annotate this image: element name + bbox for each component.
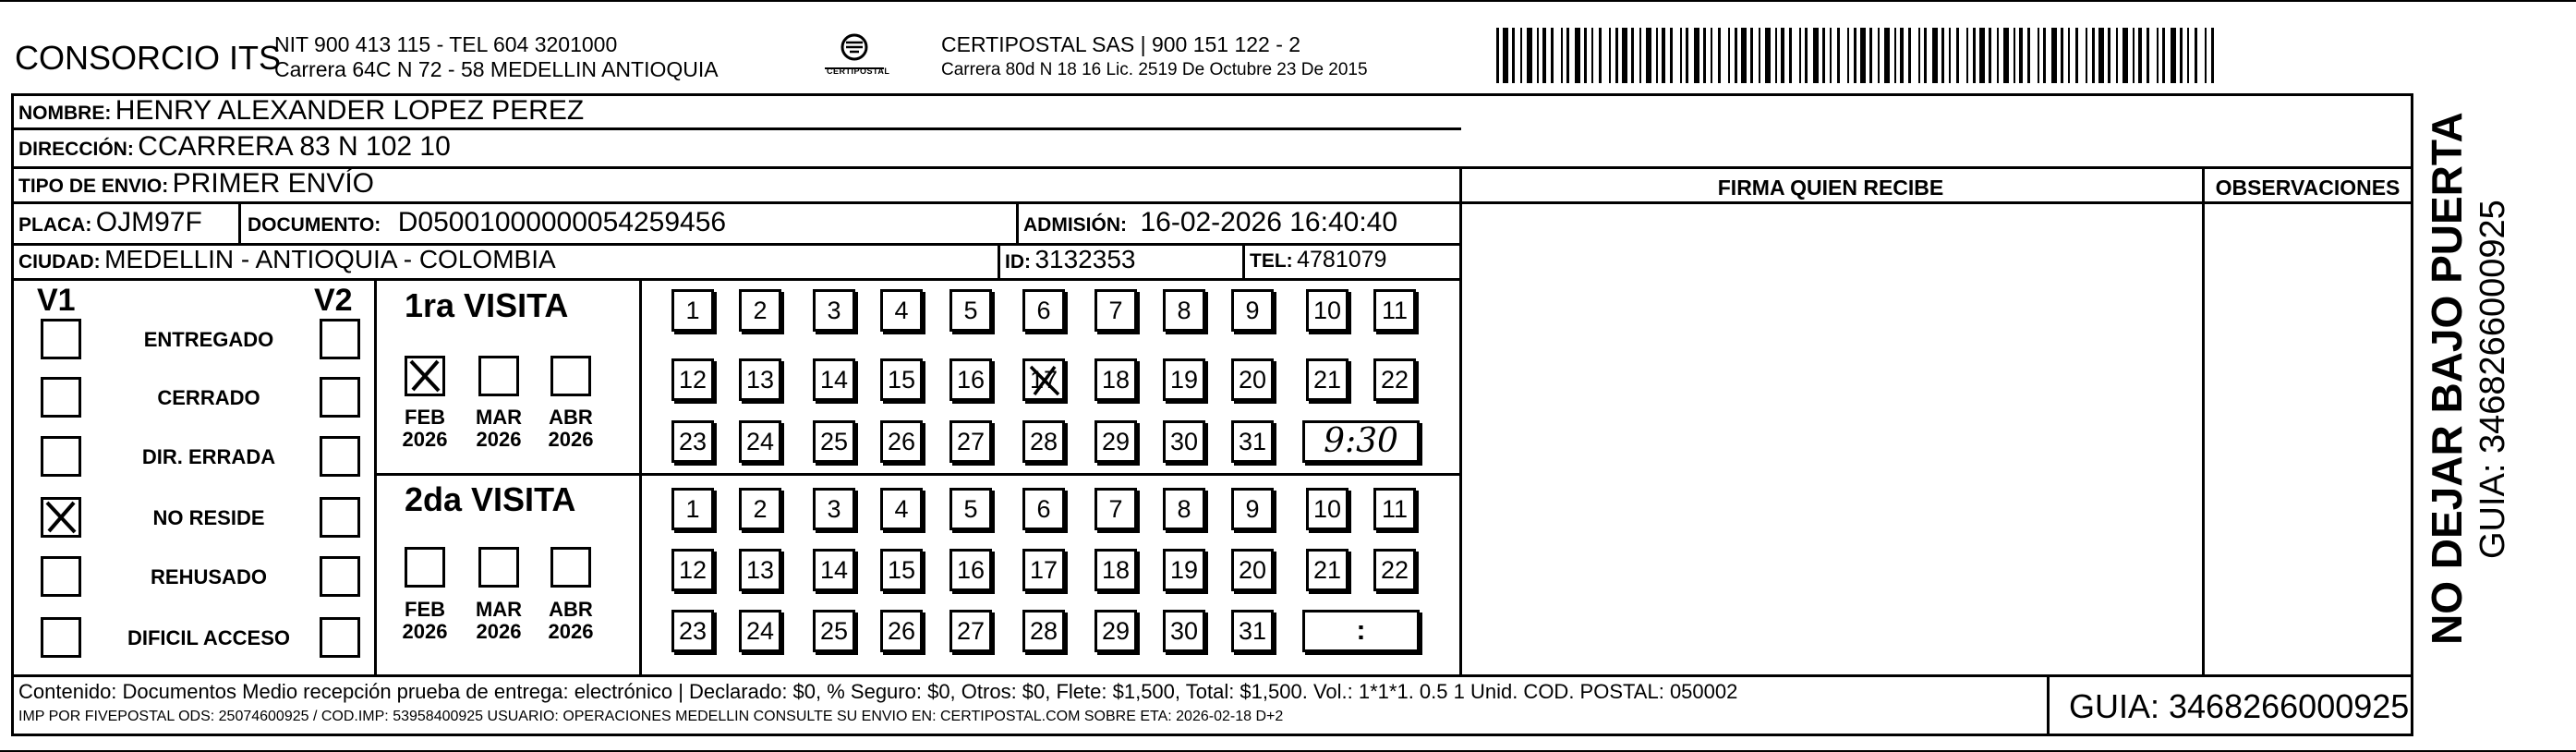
barcode-bar [1884,28,1890,83]
firma-label: FIRMA QUIEN RECIBE [1717,176,1944,200]
month-checkbox[interactable] [550,356,591,396]
day-box[interactable]: 19 [1163,549,1205,591]
motivo-label: REHUSADO [151,565,267,588]
footer-guia: GUIA: 3468266000925 [2069,687,2410,725]
day-box[interactable]: 19 [1163,358,1205,401]
v2-checkbox[interactable] [320,556,360,597]
barcode-bar [2133,28,2135,83]
barcode-bar [1656,28,1658,83]
day-box[interactable]: 20 [1231,358,1274,401]
barcode-bar [1847,28,1849,83]
tipo-envio-field [18,168,374,200]
month-checkbox[interactable] [550,547,591,588]
v2-checkbox[interactable] [320,377,360,418]
v2-header: V2 [314,283,353,318]
barcode-bar [2019,28,2023,83]
barcode-bar [1966,28,1968,83]
barcode-bar [1854,28,1856,83]
barcode-bar [2051,28,2057,83]
day-box[interactable]: 8 [1163,488,1205,530]
barcode-bar [2187,28,2189,83]
barcode-bar [2138,28,2142,83]
motivo-label: ENTREGADO [143,328,274,351]
barcode-bar [1979,28,1985,83]
day-box[interactable]: 6 [1022,488,1065,530]
day-box[interactable]: 27 [949,610,992,652]
barcode-bar [1813,28,1819,83]
company-name: CONSORCIO ITS [15,39,282,77]
ciudad-label: CIUDAD: [18,251,101,273]
barcode-bar [1631,28,1634,83]
v1-checkbox[interactable] [41,319,81,359]
barcode-bar [1680,28,1682,83]
barcode-bar [1496,28,1499,83]
v1-checkbox[interactable] [41,497,81,538]
day-box[interactable]: 11 [1373,488,1416,530]
day-box[interactable]: 13 [739,549,781,591]
day-box[interactable]: 17 [1022,358,1065,401]
day-box[interactable]: 4 [880,289,923,332]
day-box[interactable]: 31 [1231,420,1274,463]
admision-value: 16-02-2026 16:40:40 [1140,207,1398,237]
barcode-bar [2122,28,2128,83]
barcode-bar [1894,28,1896,83]
motivo-label: CERRADO [157,386,260,409]
day-box[interactable]: 27 [949,420,992,463]
barcode-bar [1561,28,1563,83]
v1-header: V1 [37,283,76,318]
barcode-bar [2147,28,2149,83]
barcode-bar [2027,28,2030,83]
day-box[interactable]: 1 [671,289,714,332]
barcode-bar [1973,28,1976,83]
barcode-bar [1837,28,1840,83]
barcode-bar [1599,28,1602,83]
day-box[interactable]: 5 [949,289,992,332]
carrier-address: Carrera 80d N 18 16 Lic. 2519 De Octubre 23 De 2015 [941,60,1368,79]
barcode-bar [1735,28,1737,83]
v2-checkbox[interactable] [320,319,360,359]
barcode-bar [1789,28,1792,83]
placa-field [18,207,202,238]
barcode-bar [2195,28,2197,83]
barcode-bar [1591,28,1593,83]
barcode-bar [2003,28,2009,83]
motivo-label: NO RESIDE [152,506,265,529]
barcode-bar [1584,28,1587,83]
month-checkbox[interactable] [405,356,445,396]
barcode-bar [1703,28,1706,83]
barcode-bar [2116,28,2118,83]
barcode-bar [1662,28,1665,83]
v2-checkbox[interactable] [320,497,360,538]
barcode-bar [1615,28,1618,83]
motivo-label: DIFICIL ACCESO [127,626,290,649]
logo-text: CERTIPOSTAL [827,67,890,76]
barcode-bar [1775,28,1777,83]
barcode-bar [1551,28,1554,83]
barcode-bar [1918,28,1920,83]
day-box[interactable]: 25 [813,610,855,652]
barcode-bar [1520,28,1522,83]
day-box[interactable]: 26 [880,610,923,652]
barcode-bar [1900,28,1904,83]
month-label: MAR 2026 [475,598,523,643]
barcode-bar [1750,28,1753,83]
barcode-bar [1860,28,1866,83]
documento-label: DOCUMENTO: [248,214,381,236]
day-box[interactable]: 4 [880,488,923,530]
barcode-bar [2162,28,2165,83]
month-label: ABR 2026 [548,406,594,451]
barcode-bar [1728,28,1730,83]
month-label: FEB 2026 [402,598,448,643]
barcode-bar [1542,28,1546,83]
day-box[interactable]: 24 [739,610,781,652]
tel-value: 4781079 [1297,247,1387,273]
day-box[interactable]: 2 [739,289,781,332]
barcode-bar [1609,28,1611,83]
v2-checkbox[interactable] [320,436,360,477]
barcode-bar [1512,28,1515,83]
barcode-bar [2092,28,2095,83]
barcode-bar [1575,28,1580,83]
day-box[interactable]: 9 [1231,289,1274,332]
month-checkbox[interactable] [405,547,445,588]
day-box[interactable]: 30 [1163,420,1205,463]
time-box[interactable]: 9:30 [1302,420,1420,463]
day-box[interactable]: 14 [813,358,855,401]
barcode-bar [2061,28,2063,83]
visita2-title: 2da VISITA [405,480,576,518]
v1-checkbox[interactable] [41,377,81,418]
day-box[interactable]: 16 [949,549,992,591]
barcode-bar [2075,28,2078,83]
barcode-bar [2086,28,2087,83]
placa-value: OJM97F [95,207,202,237]
barcode-bar [2211,28,2214,83]
barcode-bar [1622,28,1627,83]
nombre-label: NOMBRE: [18,103,112,124]
month-label: MAR 2026 [475,406,523,451]
time-box[interactable]: : [1302,610,1420,652]
day-box[interactable]: 21 [1306,358,1348,401]
barcode-bar [1989,28,1991,83]
admision-field [1023,207,1397,238]
barcode-bar [2171,28,2176,83]
day-box[interactable]: 9 [1231,488,1274,530]
day-box[interactable]: 18 [1094,358,1137,401]
barcode-bar [2014,28,2015,83]
company-address: Carrera 64C N 72 - 58 MEDELLIN ANTIOQUIA [274,57,719,81]
barcode-bar [2108,28,2110,83]
barcode-bar [1759,28,1760,83]
barcode-bar [1741,28,1747,83]
barcode-bar [2043,28,2046,83]
side-text [2420,92,2568,647]
v1-checkbox[interactable] [41,436,81,477]
v1-checkbox[interactable] [41,617,81,658]
day-box[interactable]: 26 [880,420,923,463]
barcode-bar [1646,28,1651,83]
barcode [1496,28,2226,85]
nombre-value: HENRY ALEXANDER LOPEZ PEREZ [115,95,585,126]
barcode-bar [1670,28,1673,83]
barcode-bar [1830,28,1832,83]
day-box[interactable]: 28 [1022,420,1065,463]
barcode-bar [1765,28,1771,83]
certipostal-logo [817,31,891,79]
day-box[interactable]: 15 [880,358,923,401]
observaciones-label: OBSERVACIONES [2215,176,2401,200]
barcode-bar [1799,28,1801,83]
day-box[interactable]: 21 [1306,549,1348,591]
barcode-bar [1805,28,1808,83]
barcode-bar [1718,28,1721,83]
footer-line2: IMP POR FIVEPOSTAL ODS: 25074600925 / COD.IMP: 53958400925 USUARIO: OPERACIONES MEDELLIN CONSULTE SU ENVIO EN: CERTIPOSTAL.COM SOBRE ETA: 2026-02-18 D+2 [18,709,1284,724]
day-box[interactable]: 16 [949,358,992,401]
day-box[interactable]: 11 [1373,289,1416,332]
tipo-envio-value: PRIMER ENVÍO [172,168,375,199]
day-box[interactable]: 20 [1231,549,1274,591]
company-nit: NIT 900 413 115 - TEL 604 3201000 [274,32,618,56]
admision-label: ADMISIÓN: [1023,214,1127,236]
barcode-bar [1781,28,1784,83]
barcode-bar [1878,28,1880,83]
barcode-bar [2180,28,2183,83]
barcode-bar [1527,28,1532,83]
barcode-bar [1686,28,1688,83]
barcode-bar [1949,28,1951,83]
nombre-field [18,95,584,127]
month-checkbox[interactable] [478,547,519,588]
tel-label: TEL: [1250,250,1293,272]
barcode-bar [1566,28,1569,83]
v2-checkbox[interactable] [320,617,360,658]
barcode-bar [1932,28,1938,83]
day-box[interactable]: 12 [671,549,714,591]
side-guia: GUIA: 3468266000925 [2473,200,2512,559]
footer-line1: Contenido: Documentos Medio recepción prueba de entrega: electrónico | Declarado: $0, % Seguro: $0, Otros: $0, Flete: $1,500, Total: $1,500. Vol.: 1*1*1. 0.5 1 Unid. COD. POSTAL: 050002 [18,680,1738,703]
visita1-title: 1ra VISITA [405,286,569,324]
day-box[interactable]: 10 [1306,488,1348,530]
day-box[interactable]: 15 [880,549,923,591]
barcode-bar [1908,28,1911,83]
day-box[interactable]: 18 [1094,549,1137,591]
barcode-bar [1537,28,1539,83]
day-box[interactable]: 14 [813,549,855,591]
observaciones-area[interactable] [2205,204,2411,677]
barcode-bar [1639,28,1641,83]
day-box[interactable]: 8 [1163,289,1205,332]
tipo-envio-label: TIPO DE ENVIO: [18,176,169,197]
day-box[interactable]: 10 [1306,289,1348,332]
barcode-bar [1997,28,1999,83]
day-box[interactable]: 24 [739,420,781,463]
signature-area[interactable] [1462,204,2202,677]
documento-value: D05001000000054259456 [397,207,727,237]
day-box[interactable]: 1 [671,488,714,530]
day-box[interactable]: 22 [1373,549,1416,591]
barcode-bar [2068,28,2070,83]
direccion-label: DIRECCIÓN: [18,139,134,160]
placa-label: PLACA: [18,214,92,236]
day-box[interactable]: 29 [1094,420,1137,463]
ciudad-value: MEDELLIN - ANTIOQUIA - COLOMBIA [104,245,556,273]
direccion-value: CCARRERA 83 N 102 10 [138,131,451,162]
day-box[interactable]: 6 [1022,289,1065,332]
documento-field [248,207,726,238]
day-box[interactable]: 29 [1094,610,1137,652]
month-label: ABR 2026 [548,598,594,643]
direccion-field [18,131,451,163]
carrier-name: CERTIPOSTAL SAS | 900 151 122 - 2 [941,32,1301,56]
barcode-bar [2098,28,2104,83]
day-box[interactable]: 25 [813,420,855,463]
barcode-bar [1822,28,1825,83]
barcode-bar [1694,28,1699,83]
barcode-bar [1956,28,1959,83]
day-box[interactable]: 3 [813,289,855,332]
v1-checkbox[interactable] [41,556,81,597]
ciudad-field [18,245,556,274]
barcode-bar [1711,28,1712,83]
no-dejar-warning: NO DEJAR BAJO PUERTA [2423,112,2471,645]
day-box[interactable]: 3 [813,488,855,530]
barcode-bar [2157,28,2159,83]
day-box[interactable]: 13 [739,358,781,401]
barcode-bar [1941,28,1944,83]
barcode-bar [2205,28,2207,83]
id-value: 3132353 [1034,245,1136,273]
id-label: ID: [1005,251,1031,273]
barcode-bar [1924,28,1927,83]
day-box[interactable]: 2 [739,488,781,530]
tel-field [1250,247,1386,273]
barcode-bar [2038,28,2039,83]
day-box[interactable]: 31 [1231,610,1274,652]
month-label: FEB 2026 [402,406,448,451]
day-box[interactable]: 7 [1094,488,1137,530]
id-field [1005,245,1135,274]
day-box[interactable]: 17 [1022,549,1065,591]
day-box[interactable]: 7 [1094,289,1137,332]
day-box[interactable]: 5 [949,488,992,530]
day-box[interactable]: 23 [671,610,714,652]
day-box[interactable]: 28 [1022,610,1065,652]
day-box[interactable]: 22 [1373,358,1416,401]
day-box[interactable]: 12 [671,358,714,401]
day-box[interactable]: 30 [1163,610,1205,652]
month-checkbox[interactable] [478,356,519,396]
motivo-label: DIR. ERRADA [141,445,276,468]
barcode-bar [1869,28,1872,83]
day-box[interactable]: 23 [671,420,714,463]
barcode-bar [1503,28,1508,83]
